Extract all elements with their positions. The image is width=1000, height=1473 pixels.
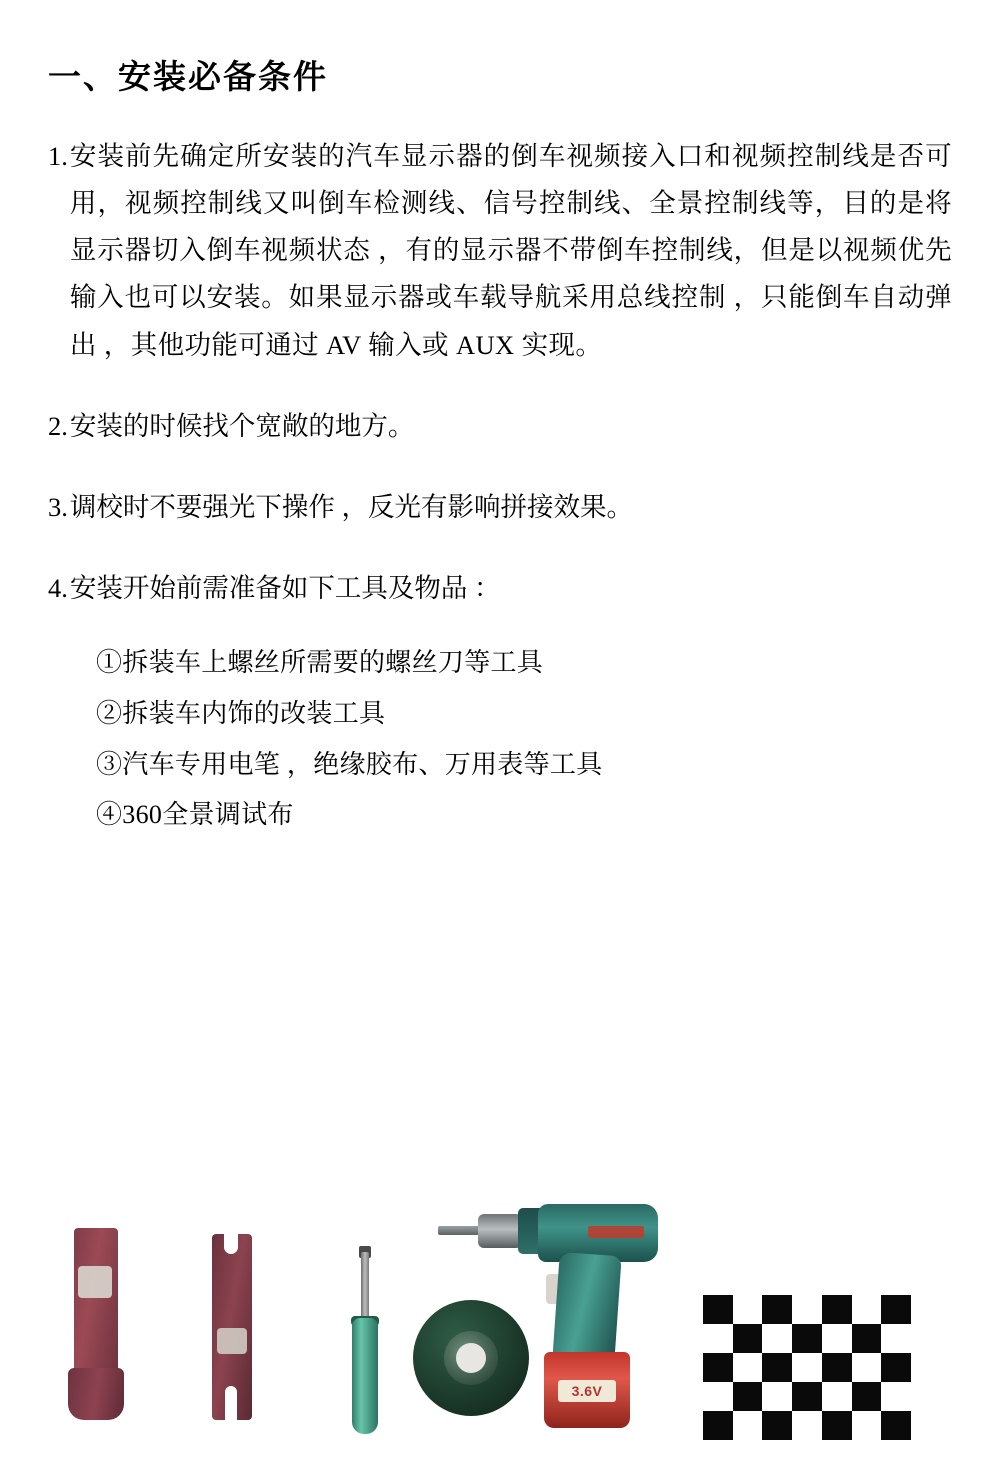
list-item-text: 安装开始前需准备如下工具及物品 ：	[69, 572, 501, 603]
list-item-text: 调校时不要强光下操作 ，反光有影响拼接效果。	[69, 491, 633, 522]
list-item	[48, 484, 952, 531]
list-item-text: 安装的时候找个宽敞的地方。	[69, 410, 415, 441]
pry-tool-forked-icon	[208, 1220, 258, 1420]
list-item-number: 1.	[48, 140, 68, 171]
sublist-item: ③汽车专用电笔 ，绝缘胶布、万用表等工具	[96, 749, 603, 779]
list-item	[48, 403, 952, 450]
calibration-checkerboard-icon	[703, 1295, 911, 1440]
sublist-item: ④360全景调试布	[96, 800, 294, 830]
drill-battery-label: 3.6V	[558, 1380, 616, 1402]
list-item-number: 2.	[48, 410, 68, 441]
sublist-item: ②拆装车内饰的改装工具	[96, 698, 386, 728]
page-title: 一、安装必备条件	[48, 58, 328, 95]
list-item-number: 3.	[48, 491, 68, 522]
list-item	[48, 133, 952, 369]
pry-tool-flat-icon	[68, 1228, 124, 1418]
list-item-number: 4.	[48, 572, 68, 603]
list-item	[48, 565, 952, 612]
cordless-drill-icon	[438, 1190, 668, 1440]
tool-sublist	[48, 638, 952, 841]
list-item-text: 安装前先确定所安装的汽车显示器的倒车视频接入口和视频控制线是否可用，视频控制线又叫倒车检测线、信号控制线、全景控制线等，目的是将显示器切入倒车视频状态 ，有的显示器不带倒车控制线，但是以视频优先输入也可以安装。如果显示器或车载导航采用总线控制 ，只能倒车自动弹出 ，其他功能可通过 AV 输入或 AUX 实现。	[69, 140, 952, 360]
screwdriver-icon	[348, 1252, 382, 1432]
tools-photo	[48, 1190, 952, 1440]
sublist-item: ①拆装车上螺丝所需要的螺丝刀等工具	[96, 648, 544, 678]
